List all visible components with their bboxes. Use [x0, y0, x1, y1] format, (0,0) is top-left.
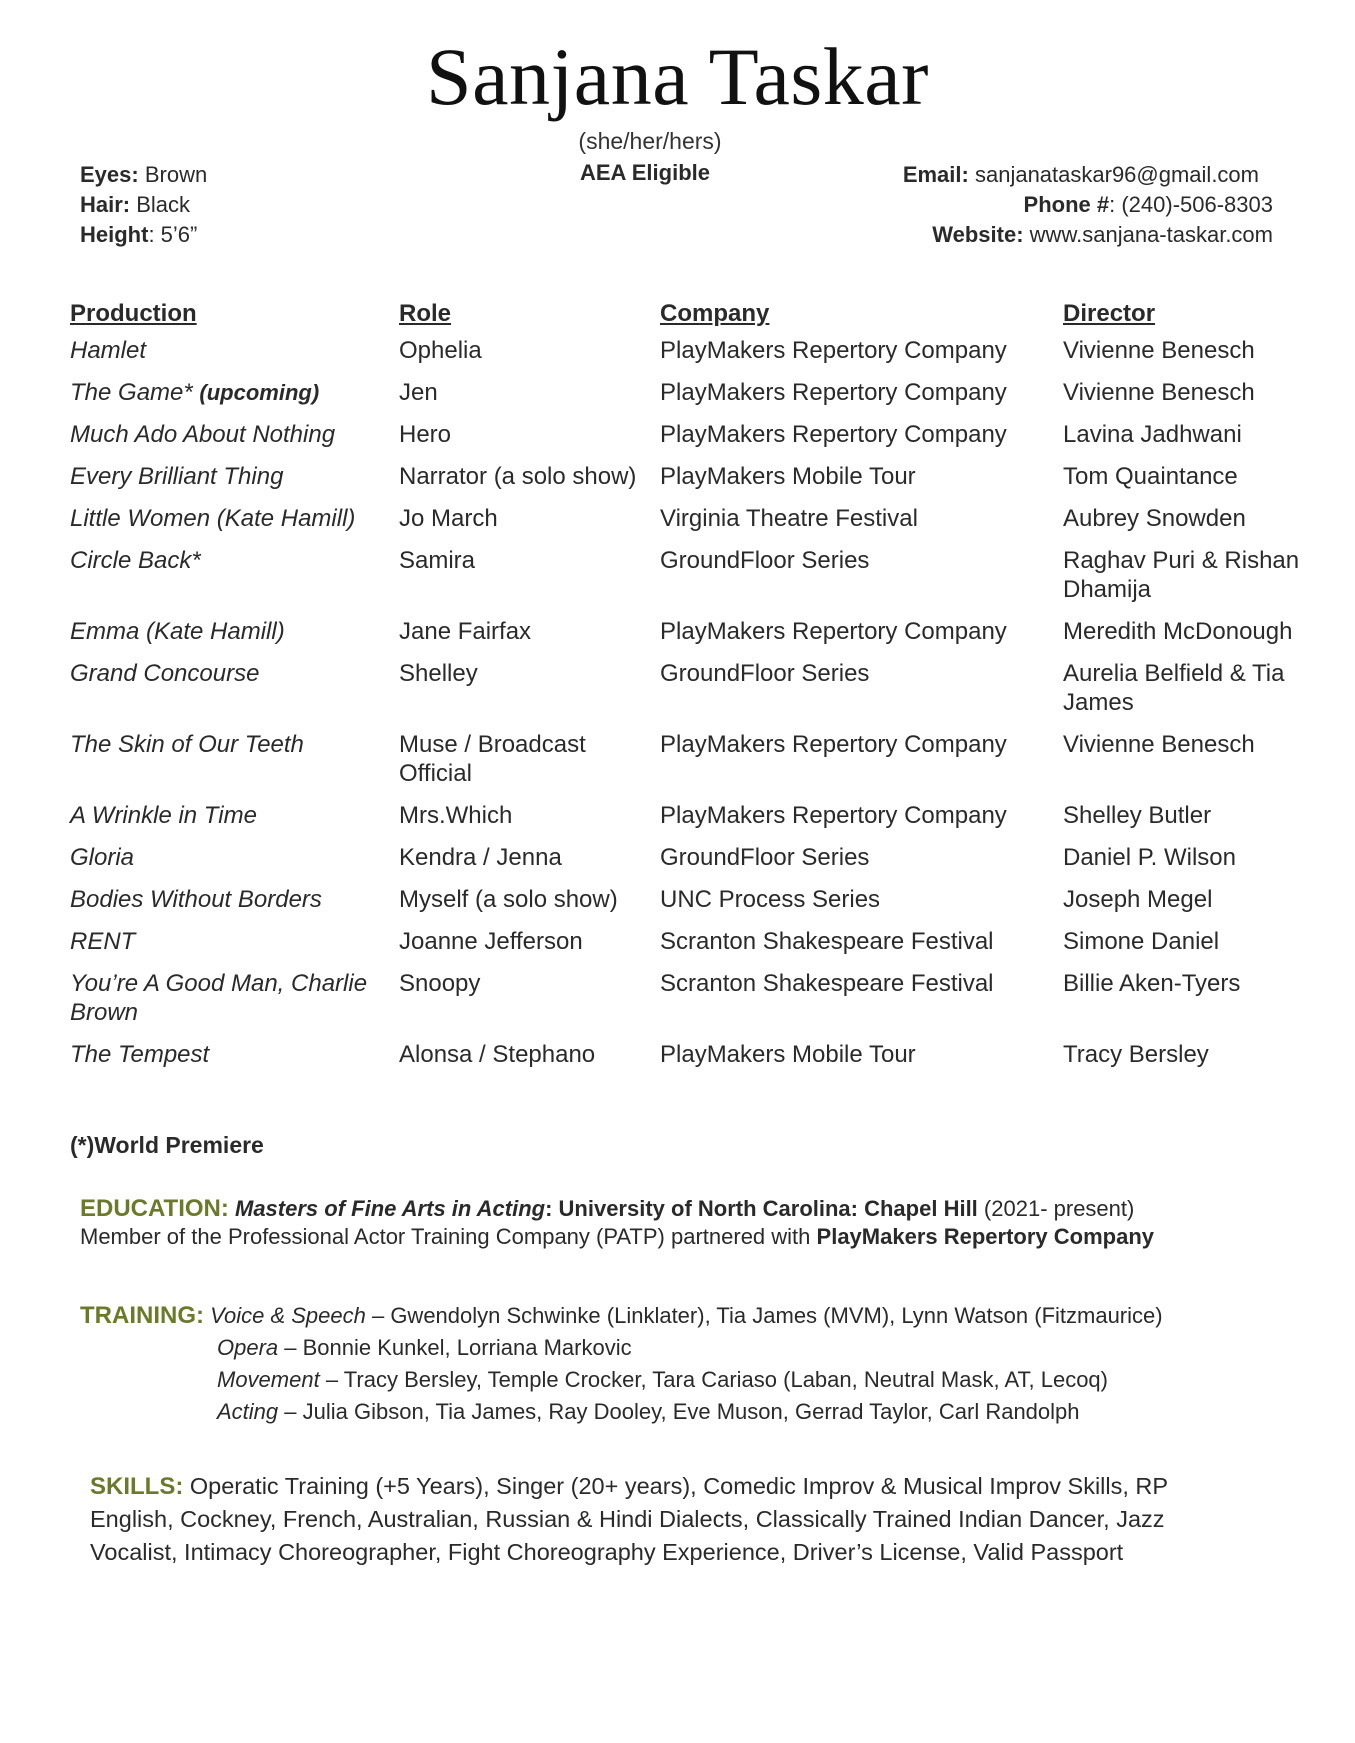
credit-row: [70, 885, 1310, 927]
phone-row: [903, 190, 1273, 220]
website-label: Website:: [932, 222, 1024, 247]
credit-row: [70, 504, 1310, 546]
credit-row: [70, 969, 1310, 1040]
credit-director: Joseph Megel: [1063, 886, 1213, 913]
education-line-1: [80, 1195, 1320, 1223]
page-title: Sanjana Taskar: [426, 31, 929, 122]
training-label: TRAINING:: [80, 1302, 204, 1329]
credit-company: Virginia Theatre Festival: [660, 505, 918, 532]
credit-production: The Skin of Our Teeth: [70, 731, 304, 758]
credit-director: Lavina Jadhwani: [1063, 421, 1242, 448]
credit-company: PlayMakers Repertory Company: [660, 421, 1007, 448]
height-row: [80, 220, 207, 250]
credit-role: Kendra / Jenna: [399, 844, 562, 871]
credit-director: Raghav Puri & Rishan Dhamija: [1063, 547, 1300, 603]
hair-label: Hair:: [80, 192, 131, 217]
credit-production-cell: [70, 504, 399, 546]
credit-production: Bodies Without Borders: [70, 886, 322, 913]
credit-row: [70, 617, 1310, 659]
credit-row: [70, 801, 1310, 843]
credit-row: [70, 546, 1310, 617]
credit-director: Tom Quaintance: [1063, 463, 1238, 490]
website-row: [903, 220, 1273, 250]
credit-role: Narrator (a solo show): [399, 463, 637, 490]
email-row: [903, 160, 1259, 190]
education-degree: Masters of Fine Arts in Acting: [235, 1196, 546, 1221]
credit-production-cell: [70, 927, 399, 969]
credit-company: GroundFloor Series: [660, 547, 870, 574]
email-link[interactable]: sanjanataskar96@gmail.com: [974, 162, 1259, 187]
credit-director: Aurelia Belfield & Tia James: [1063, 660, 1285, 716]
credit-production-cell: [70, 659, 399, 730]
education-school: : University of North Carolina: Chapel Hill: [545, 1196, 978, 1221]
credits-header-row: [70, 300, 1310, 336]
credit-director: Simone Daniel: [1063, 928, 1220, 955]
credit-role: Shelley: [399, 660, 478, 687]
column-header-role: Role: [399, 300, 452, 327]
credit-row: [70, 378, 1310, 420]
education-detail: Member of the Professional Actor Training Company (PATP) partnered with: [80, 1224, 811, 1249]
credit-production: Grand Concourse: [70, 660, 260, 687]
credit-row: [70, 462, 1310, 504]
credit-director: Billie Aken-Tyers: [1063, 970, 1241, 997]
credit-role: Joanne Jefferson: [399, 928, 583, 955]
credit-role: Ophelia: [399, 337, 482, 364]
credit-director: Meredith McDonough: [1063, 618, 1293, 645]
credit-row: [70, 927, 1310, 969]
credit-production: A Wrinkle in Time: [70, 802, 257, 829]
credit-production-cell: [70, 378, 399, 420]
training-area: Acting: [217, 1399, 279, 1424]
column-header-director: Director: [1063, 300, 1156, 327]
credit-production-cell: [70, 730, 399, 801]
credit-role: Jen: [399, 379, 438, 406]
education-section: [80, 1195, 1320, 1251]
credit-production-cell: [70, 843, 399, 885]
credit-production: The Tempest: [70, 1041, 210, 1068]
credit-director: Shelley Butler: [1063, 802, 1212, 829]
credit-production: Little Women (Kate Hamill): [70, 505, 356, 532]
education-company: PlayMakers Repertory Company: [816, 1224, 1154, 1249]
education-years: (2021- present): [983, 1196, 1135, 1221]
hair-value: Black: [136, 192, 191, 217]
credit-role: Snoopy: [399, 970, 481, 997]
training-section: [80, 1300, 1320, 1428]
training-teachers: – Julia Gibson, Tia James, Ray Dooley, Eve Muson, Gerrad Taylor, Carl Randolph: [284, 1399, 1080, 1424]
credit-director: Daniel P. Wilson: [1063, 844, 1236, 871]
credit-director: Vivienne Benesch: [1063, 731, 1255, 758]
credit-production-cell: [70, 462, 399, 504]
credit-production: Every Brilliant Thing: [70, 463, 284, 490]
credits-table: [70, 300, 1310, 1082]
credit-role: Hero: [399, 421, 452, 448]
credit-production-cell: [70, 885, 399, 927]
credit-production-cell: [70, 969, 399, 1040]
credit-production: You’re A Good Man, Charlie Brown: [70, 970, 368, 1026]
training-area: Movement: [217, 1367, 320, 1392]
training-teachers: – Bonnie Kunkel, Lorriana Markovic: [284, 1335, 632, 1360]
credits-body: [70, 336, 1310, 1082]
skills-text: Operatic Training (+5 Years), Singer (20+ years), Comedic Improv & Musical Improv Skills, RP English, Cockney, French, Australian, Russian & Hindi Dialects, Classically Trained Indian Dancer, Jazz Vocalist, Intimacy Choreographer, Fight Choreography Experience, Driver’s License, Valid Passport: [90, 1473, 1168, 1565]
pronouns: (she/her/hers): [578, 128, 722, 154]
height-label: Height: [80, 222, 149, 247]
union-status: AEA Eligible: [580, 160, 710, 185]
training-area: Voice & Speech: [210, 1303, 366, 1328]
training-line: [80, 1332, 1320, 1364]
credit-company: Scranton Shakespeare Festival: [660, 970, 994, 997]
skills-label: SKILLS:: [90, 1473, 184, 1500]
world-premiere-footnote: (*)World Premiere: [70, 1132, 264, 1158]
credit-company: PlayMakers Repertory Company: [660, 337, 1007, 364]
credit-company: UNC Process Series: [660, 886, 881, 913]
credit-role: Mrs.Which: [399, 802, 513, 829]
email-label: Email:: [902, 162, 969, 187]
hair-row: [80, 190, 207, 220]
credit-director: Vivienne Benesch: [1063, 379, 1255, 406]
eyes-label: Eyes:: [80, 162, 139, 187]
credit-row: [70, 420, 1310, 462]
credit-production-cell: [70, 617, 399, 659]
credit-company: PlayMakers Repertory Company: [660, 379, 1007, 406]
credit-company: PlayMakers Repertory Company: [660, 618, 1007, 645]
eyes-row: [80, 160, 207, 190]
skills-section: [90, 1470, 1240, 1569]
credit-production: Hamlet: [70, 337, 147, 364]
training-line: [80, 1396, 1320, 1428]
credit-production: RENT: [70, 928, 136, 955]
column-header-company: Company: [660, 300, 770, 327]
contact-info: [903, 160, 1273, 250]
education-line-2: [80, 1223, 1320, 1251]
credit-production-cell: [70, 420, 399, 462]
credit-row: [70, 843, 1310, 885]
credit-production: Gloria: [70, 844, 135, 871]
credit-company: PlayMakers Mobile Tour: [660, 1041, 916, 1068]
phone-label: Phone #: [1023, 192, 1110, 217]
training-teachers: – Gwendolyn Schwinke (Linklater), Tia James (MVM), Lynn Watson (Fitzmaurice): [371, 1303, 1163, 1328]
credit-row: [70, 659, 1310, 730]
education-label: EDUCATION:: [80, 1195, 229, 1222]
credit-director: Tracy Bersley: [1063, 1041, 1209, 1068]
training-line: [80, 1364, 1320, 1396]
credit-role: Muse / Broadcast Official: [399, 731, 586, 787]
column-header-production: Production: [70, 300, 197, 327]
credit-director: Vivienne Benesch: [1063, 337, 1255, 364]
training-line: [80, 1300, 1320, 1332]
credit-company: Scranton Shakespeare Festival: [660, 928, 994, 955]
credit-role: Myself (a solo show): [399, 886, 618, 913]
credit-production: The Game*: [70, 379, 193, 406]
credit-row: [70, 336, 1310, 378]
eyes-value: Brown: [144, 162, 208, 187]
credit-role: Samira: [399, 547, 476, 574]
credit-role: Alonsa / Stephano: [399, 1041, 596, 1068]
credit-production-cell: [70, 546, 399, 617]
credit-company: PlayMakers Repertory Company: [660, 802, 1007, 829]
credit-note: (upcoming): [199, 380, 320, 405]
credit-production-cell: [70, 1040, 399, 1082]
credit-company: GroundFloor Series: [660, 660, 870, 687]
credit-row: [70, 730, 1310, 801]
phone-value: : (240)-506-8303: [1109, 192, 1273, 217]
website-link[interactable]: www.sanjana-taskar.com: [1029, 222, 1273, 247]
credit-production-cell: [70, 336, 399, 378]
credit-role: Jo March: [399, 505, 498, 532]
credit-production: Emma (Kate Hamill): [70, 618, 285, 645]
credit-company: GroundFloor Series: [660, 844, 870, 871]
credit-company: PlayMakers Repertory Company: [660, 731, 1007, 758]
credit-director: Aubrey Snowden: [1063, 505, 1246, 532]
credit-production: Circle Back*: [70, 547, 201, 574]
credit-company: PlayMakers Mobile Tour: [660, 463, 916, 490]
credit-row: [70, 1040, 1310, 1082]
credit-production: Much Ado About Nothing: [70, 421, 336, 448]
credit-production-cell: [70, 801, 399, 843]
credit-role: Jane Fairfax: [399, 618, 532, 645]
physical-stats: [80, 160, 207, 250]
training-teachers: – Tracy Bersley, Temple Crocker, Tara Cariaso (Laban, Neutral Mask, AT, Lecoq): [325, 1367, 1108, 1392]
training-area: Opera: [217, 1335, 279, 1360]
height-value: : 5’6”: [148, 222, 198, 247]
